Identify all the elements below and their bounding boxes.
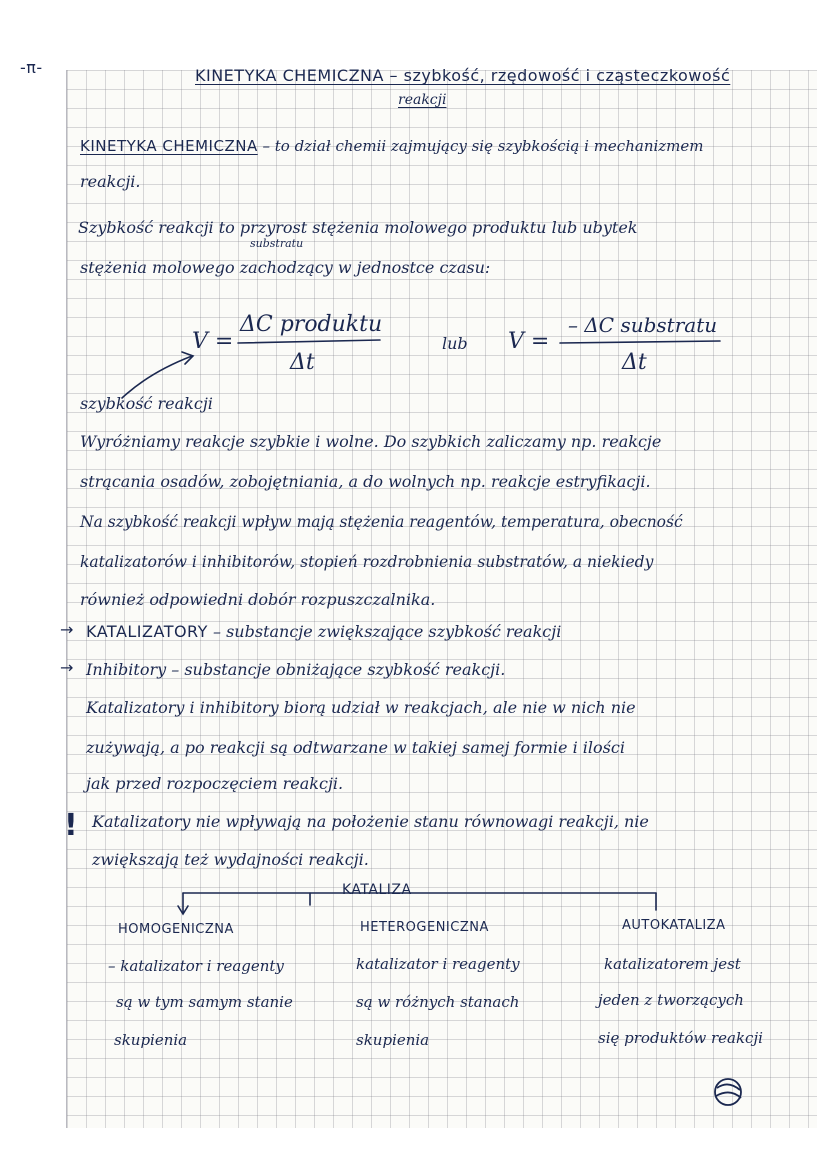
column-title-heterogeniczna: HETEROGENICZNA <box>360 920 489 935</box>
page-title-line2: reakcji <box>398 92 447 108</box>
paragraph1-line: katalizatorów i inhibitorów, stopień rozdrobnienia substratów, a niekiedy <box>80 553 654 571</box>
rate-line1: Szybkość reakcji to przyrost stężenia molowego produktu lub ubytek <box>78 218 638 237</box>
formula-right-v: V = <box>508 329 550 354</box>
paragraph2-line: jak przed rozpoczęciem reakcji. <box>86 774 344 793</box>
heterogeniczna-line: skupienia <box>356 1031 430 1049</box>
paragraph2-line: Katalizatory i inhibitory biorą udział w reakcjach, ale nie w nich nie <box>86 698 636 717</box>
rate-superscript: substratu <box>250 237 304 250</box>
warning-line: Katalizatory nie wpływają na położenie stanu równowagi reakcji, nie <box>92 812 649 831</box>
homogeniczna-line: są w tym samym stanie <box>116 993 293 1011</box>
warning-line: zwiększają też wydajności reakcji. <box>92 850 369 869</box>
bullet-arrow-icon: → <box>60 620 74 639</box>
definition-term: KINETYKA CHEMICZNA <box>80 137 258 155</box>
definition-text: – to dział chemii zajmujący się szybkością i mechanizmem <box>257 137 704 155</box>
bullet-term: Inhibitory <box>86 660 167 679</box>
formula-label: szybkość reakcji <box>80 394 213 413</box>
label-arrow <box>122 356 192 398</box>
homogeniczna-line: – katalizator i reagenty <box>108 957 284 975</box>
paragraph1-line: strącania osadów, zobojętniania, a do wolnych np. reakcje estryfikacji. <box>80 472 651 491</box>
bullet-text: – substancje obniżające szybkość reakcji. <box>166 660 506 679</box>
heterogeniczna-line: katalizator i reagenty <box>356 955 520 973</box>
autokataliza-line: jeden z tworzących <box>598 991 744 1009</box>
definition-line2: reakcji. <box>80 172 141 191</box>
formula-left-numerator: ΔC produktu <box>240 312 383 337</box>
paragraph2-line: zużywają, a po reakcji są odtwarzane w takiej samej formie i ilości <box>86 738 625 757</box>
heterogeniczna-line: są w różnych stanach <box>356 993 520 1011</box>
formula-right-denominator: Δt <box>622 350 647 375</box>
column-title-autokataliza: AUTOKATALIZA <box>622 918 726 933</box>
bullet-text: – substancje zwiększające szybkość reakcji <box>207 622 562 641</box>
swirl-logo-icon <box>715 1079 741 1105</box>
column-title-homogeniczna: HOMOGENICZNA <box>118 922 234 937</box>
exclamation-icon: ! <box>64 808 78 843</box>
formula-right-numerator: – ΔC substratu <box>568 313 718 337</box>
right-fraction-bar <box>560 341 720 343</box>
formula-or: lub <box>442 334 468 353</box>
paragraph1-line: Wyróżniamy reakcje szybkie i wolne. Do szybkich zaliczamy np. reakcje <box>80 432 662 451</box>
left-fraction-bar <box>238 340 380 343</box>
bullet-term: KATALIZATORY <box>86 622 208 641</box>
formula-left-denominator: Δt <box>290 350 315 375</box>
rate-line2: stężenia molowego zachodzący w jednostce czasu: <box>80 258 491 277</box>
corner-mark: -π- <box>20 58 43 77</box>
kataliza-heading: KATALIZA <box>342 882 412 898</box>
paragraph1-line: Na szybkość reakcji wpływ mają stężenia reagentów, temperatura, obecność <box>80 513 683 531</box>
page-title: KINETYKA CHEMICZNA – szybkość, rzędowość i cząsteczkowość <box>195 66 731 85</box>
homogeniczna-line: skupienia <box>114 1031 188 1049</box>
autokataliza-line: się produktów reakcji <box>598 1029 763 1047</box>
bullet-arrow-icon: → <box>60 658 74 677</box>
paragraph1-line: również odpowiedni dobór rozpuszczalnika. <box>80 590 436 609</box>
autokataliza-line: katalizatorem jest <box>604 955 741 973</box>
formula-left-v: V = <box>192 329 234 354</box>
